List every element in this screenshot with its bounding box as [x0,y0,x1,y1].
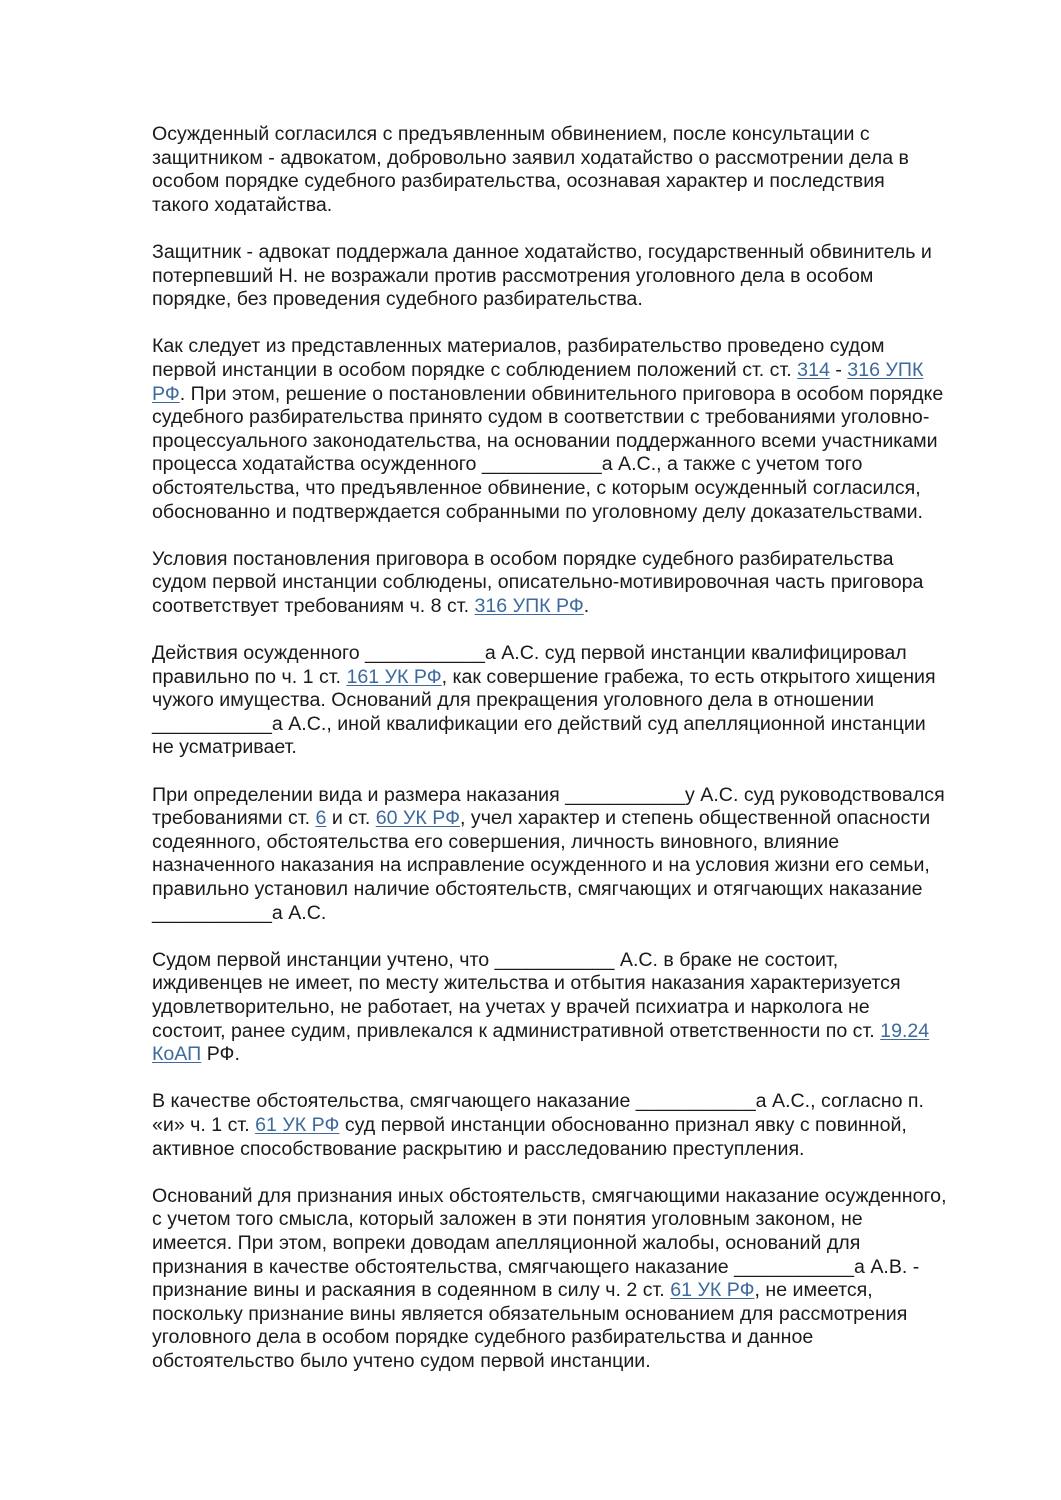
text-segment: . При этом, решение о постановлении обвинительного приговора в особом порядке [179,382,944,405]
text-segment: первой инстанции в особом порядке с соблюдением положений ст. ст. [152,358,798,381]
text-segment: , не имеется, [754,1279,873,1302]
text-line [152,878,992,902]
law-reference-link[interactable]: 19.24 [880,1019,930,1042]
text-line [152,996,992,1020]
paragraph [152,642,992,760]
text-segment: Осужденный согласился с предъявленным обвинением, после консультации с [152,123,870,145]
text-segment: с учетом того смысла, который заложен в эти понятия уголовным законом, не [152,1208,863,1231]
text-line [152,1232,992,1256]
text-segment: правильно установил наличие обстоятельств, смягчающих и отягчающих наказание [152,878,923,900]
text-segment: поскольку признание вины является обязательным основанием для рассмотрения [152,1302,908,1325]
text-segment: процессуального законодательства, на основании поддержанного всеми участниками [152,429,938,452]
text-line [152,170,992,194]
law-reference-link[interactable]: 314 [797,358,830,381]
text-segment: иждивенцев не имеет, по месту жительства и отбытия наказания характеризуется [152,972,901,995]
text-line [152,1208,992,1232]
text-segment: Действия осужденного ___________а А.С. суд первой инстанции квалифицировал [152,642,907,665]
text-segment: уголовного дела в особом порядке судебного разбирательства и данное [152,1326,814,1349]
text-segment: Судом первой инстанции учтено, что ___________ А.С. в браке не состоит, [152,948,839,971]
text-line [152,335,992,359]
law-reference-link[interactable]: 60 УК РФ [375,807,461,830]
text-segment: удовлетворительно, не работает, на учетах у врачей психиатра и нарколога не [152,995,870,1018]
text-line [152,784,992,808]
text-segment: порядке, без проведения судебного разбирательства. [152,288,643,311]
paragraph [152,1090,992,1161]
text-segment: правильно по ч. 1 ст. [152,665,347,688]
text-line [152,1256,992,1280]
text-segment: обстоятельства, что предъявленное обвинение, с которым осужденный согласился, [152,476,921,499]
text-segment: чужого имущества. Оснований для прекращения уголовного дела в отношении [152,689,875,712]
text-segment: «и» ч. 1 ст. [152,1113,256,1136]
law-reference-link[interactable]: РФ [152,382,180,405]
text-line [152,949,992,973]
law-reference-link[interactable]: 161 УК РФ [346,665,442,688]
text-segment: защитником - адвокатом, добровольно заявил ходатайство о рассмотрении дела в [152,146,909,169]
paragraph [152,1185,992,1374]
text-segment: соответствует требованиям ч. 8 ст. [152,594,475,617]
text-line [152,123,992,147]
text-line [152,689,992,713]
text-line [152,1043,992,1067]
text-line [152,194,992,218]
text-segment: потерпевший Н. не возражали против рассмотрения уголовного дела в особом [152,264,874,287]
text-line [152,1279,992,1303]
text-line [152,1326,992,1350]
text-segment: , учел характер и степень общественной опасности [460,807,931,830]
text-line [152,241,992,265]
text-segment: , как совершение грабежа, то есть открытого хищения [441,665,936,688]
document-body [152,123,992,1397]
law-reference-link[interactable]: 6 [315,807,327,830]
text-segment: признание вины и раскаяния в содеянном в силу ч. 2 ст. [152,1279,671,1302]
text-line [152,902,992,926]
text-segment: имеется. При этом, вопреки доводам апелляционной жалобы, оснований для [152,1231,861,1254]
text-line [152,453,992,477]
text-line [152,1350,992,1374]
text-line [152,1020,992,1044]
text-segment: судебного разбирательства принято судом в соответствии с требованиями уголовно- [152,406,930,429]
paragraph [152,949,992,1067]
text-line [152,383,992,407]
law-reference-link[interactable]: 61 УК РФ [670,1279,755,1302]
text-line [152,595,992,619]
text-segment: ___________а А.С., иной квалификации его действий суд апелляционной инстанции [152,712,926,735]
text-line [152,1303,992,1327]
text-line [152,1090,992,1114]
text-line [152,1114,992,1138]
text-segment: обстоятельство было учтено судом первой инстанции. [152,1349,651,1372]
text-line [152,571,992,595]
text-line [152,548,992,572]
text-segment: При определении вида и размера наказания ___________у А.С. суд руководствовался [152,783,945,806]
text-line [152,288,992,312]
text-line [152,666,992,690]
text-line [152,831,992,855]
text-line [152,807,992,831]
text-segment: активное способствование раскрытию и расследованию преступления. [152,1137,805,1160]
text-line [152,1138,992,1162]
text-segment: такого ходатайства. [152,193,333,216]
paragraph [152,123,992,217]
text-segment: - [829,358,848,381]
law-reference-link[interactable]: 316 УПК [847,358,924,381]
text-segment: суд первой инстанции обоснованно признал явку с повинной, [339,1113,907,1136]
text-segment: процесса ходатайства осужденного ___________а А.С., а также с учетом того [152,453,863,476]
text-segment: и ст. [326,807,376,830]
text-segment: признания в качестве обстоятельства, смягчающего наказание ___________а А.В. - [152,1255,920,1278]
paragraph [152,241,992,312]
text-segment: назначенного наказания на исправление осужденного и на условия жизни его семьи, [152,854,930,877]
text-segment: требованиями ст. [152,807,316,830]
text-segment: РФ. [201,1043,240,1066]
text-line [152,501,992,525]
text-line [152,972,992,996]
text-line [152,430,992,454]
paragraph [152,335,992,524]
text-segment: Условия постановления приговора в особом порядке судебного разбирательства [152,547,894,570]
text-line [152,854,992,878]
text-line [152,1185,992,1209]
text-segment: Как следует из представленных материалов, разбирательство проведено судом [152,335,885,358]
text-segment: Оснований для признания иных обстоятельств, смягчающими наказание осужденного, [152,1184,947,1207]
text-line [152,147,992,171]
text-segment: состоит, ранее судим, привлекался к административной ответственности по ст. [152,1019,881,1042]
law-reference-link[interactable]: 316 УПК РФ [474,594,584,617]
text-segment: судом первой инстанции соблюдены, описательно-мотивировочная часть приговора [152,571,924,594]
text-line [152,265,992,289]
paragraph [152,548,992,619]
text-line [152,477,992,501]
text-line [152,713,992,737]
text-segment: особом порядке судебного разбирательства, осознавая характер и последствия [152,170,885,193]
text-segment: содеянного, обстоятельства его совершения, личность виновного, влияние [152,830,840,853]
text-line [152,736,992,760]
text-segment: . [583,594,590,617]
law-reference-link[interactable]: 61 УК РФ [255,1113,340,1136]
text-line [152,642,992,666]
text-segment: В качестве обстоятельства, смягчающего наказание ___________а А.С., согласно п. [152,1090,924,1113]
paragraph [152,784,992,926]
text-segment: ___________а А.С. [152,901,327,924]
text-line [152,359,992,383]
law-reference-link[interactable]: КоАП [152,1043,202,1066]
text-segment: Защитник - адвокат поддержала данное ходатайство, государственный обвинитель и [152,240,932,263]
text-segment: обоснованно и подтверждается собранными по уголовному делу доказательствами. [152,500,923,523]
text-line [152,406,992,430]
text-segment: не усматривает. [152,736,297,759]
